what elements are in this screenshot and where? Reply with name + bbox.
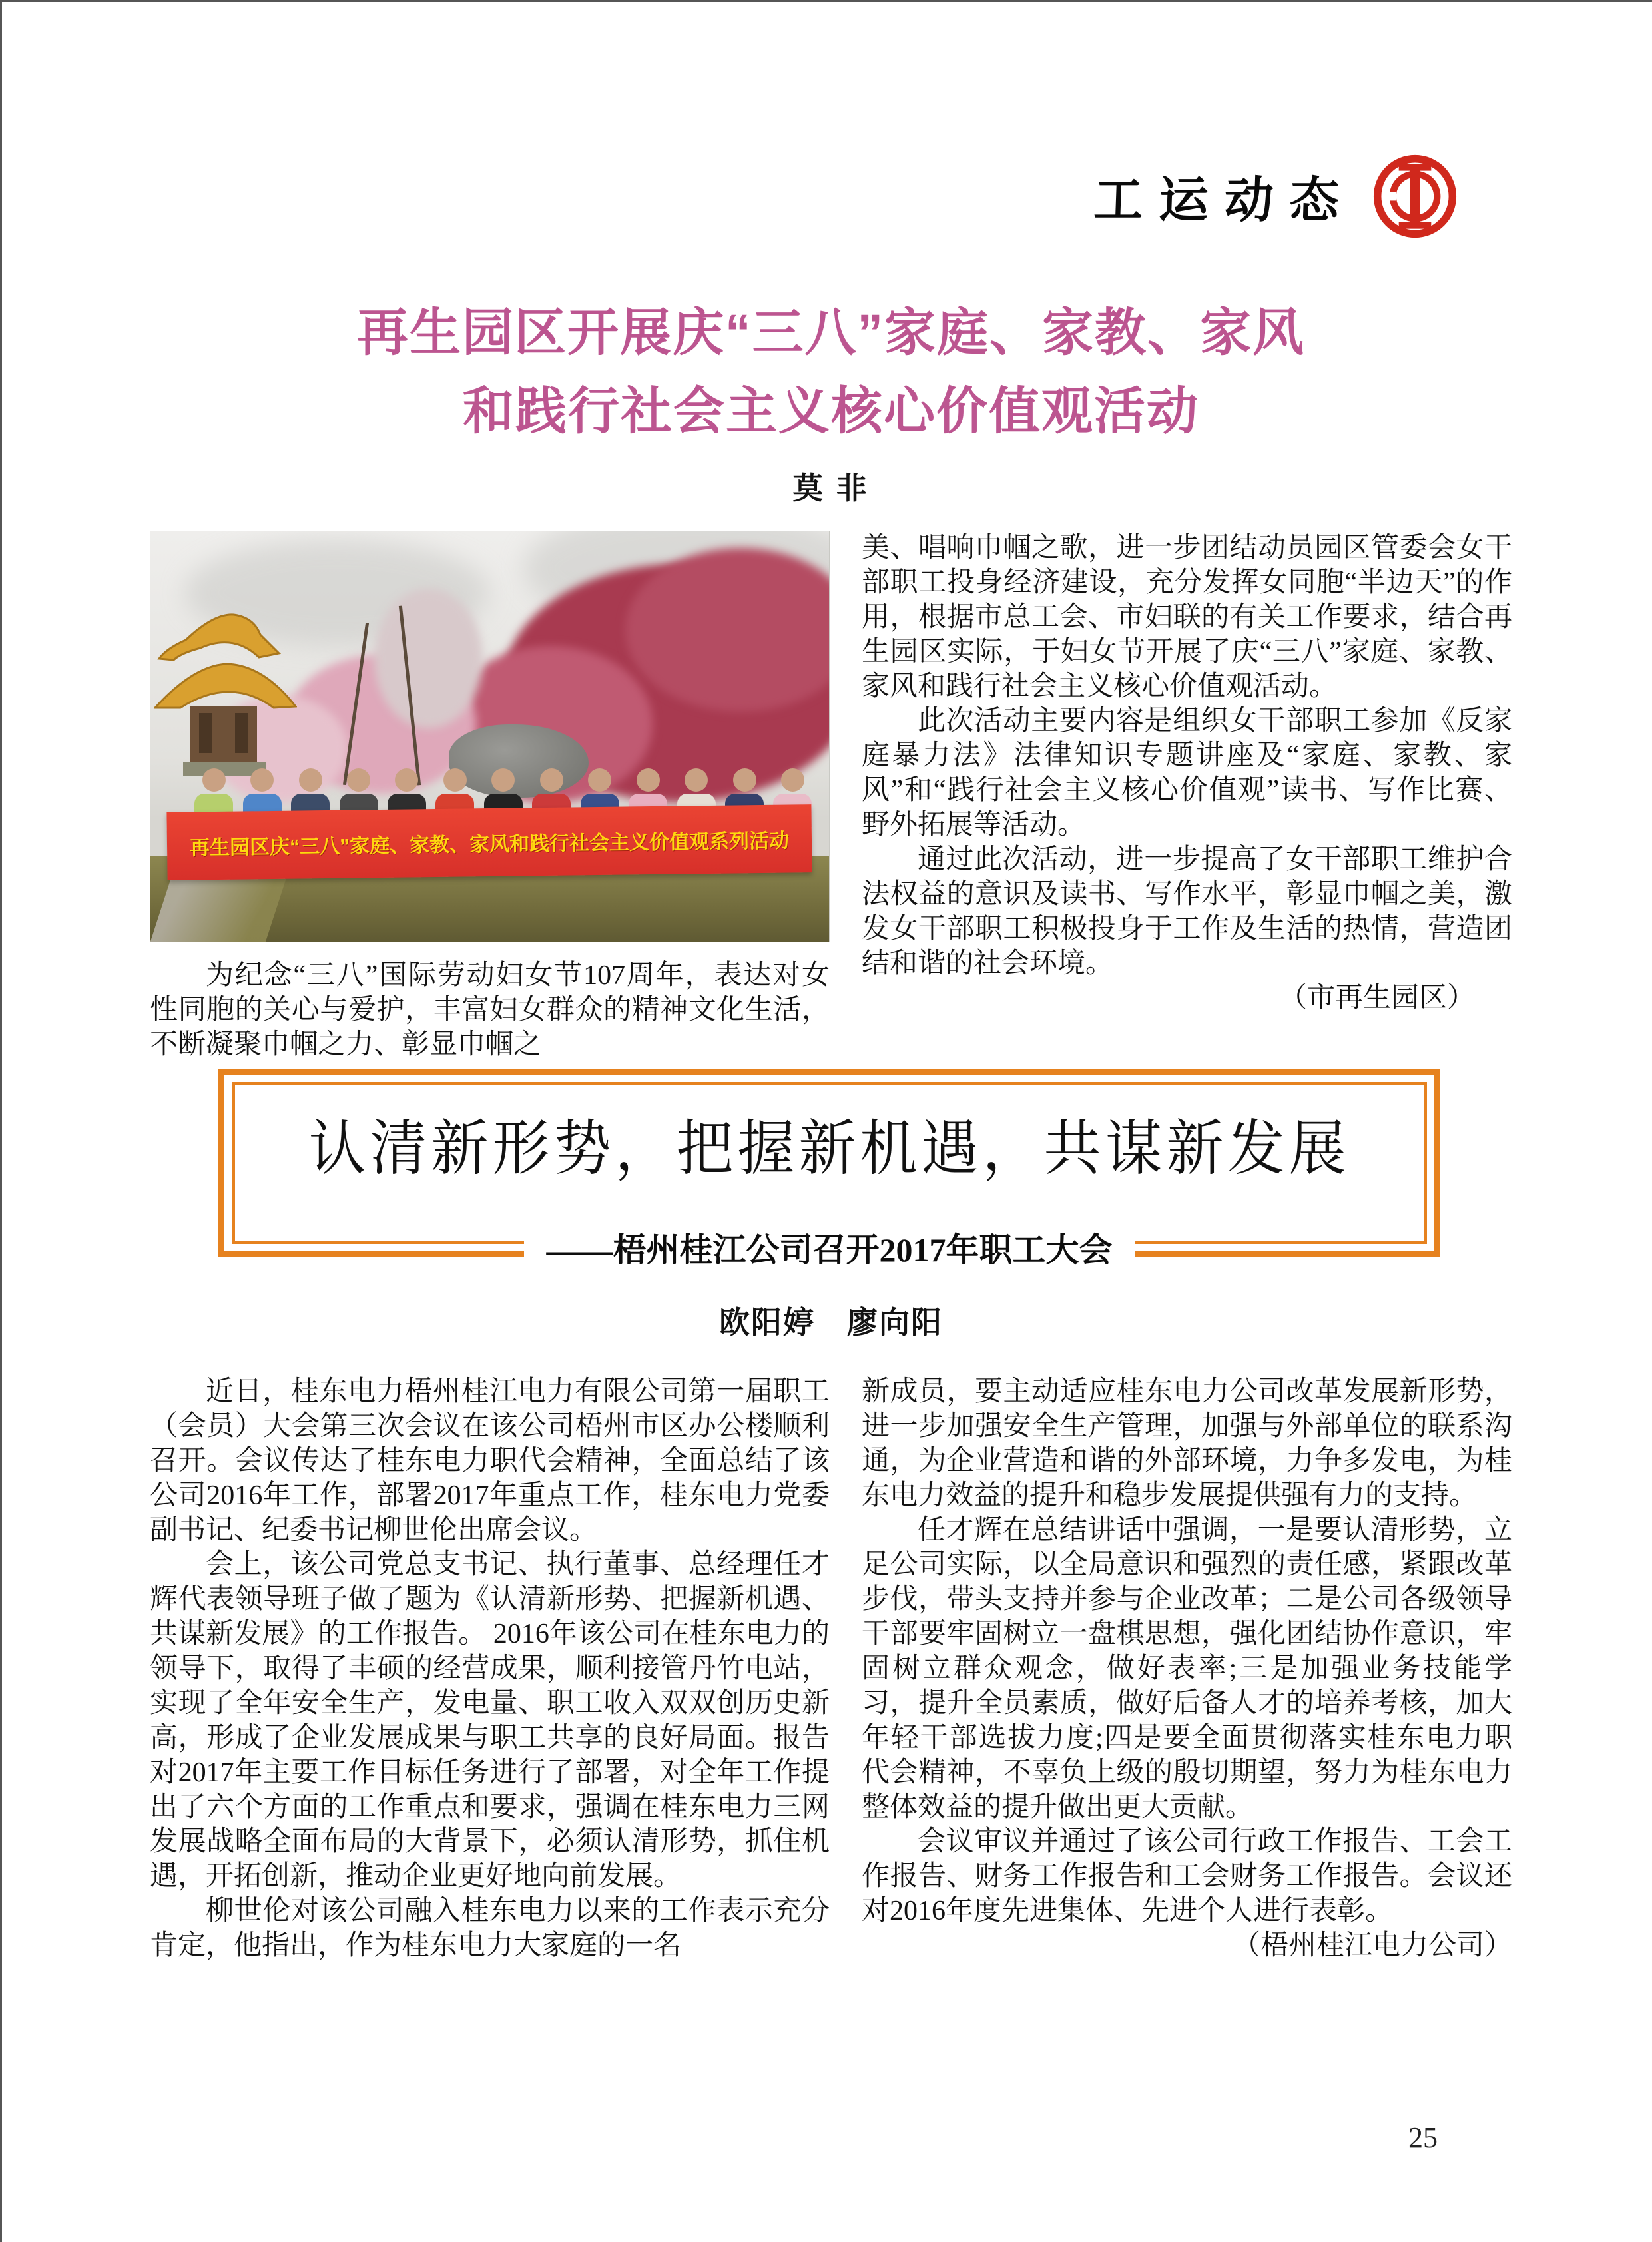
event-photo: [150, 531, 830, 942]
paragraph: [862, 1824, 1512, 1961]
article-1-title-line-1: 再生园区开展庆“三八”家庭、家教、家风: [357, 304, 1305, 362]
article-1-author: 莫 非: [792, 471, 870, 505]
article-2-left-column: [150, 1374, 830, 1963]
paragraph: 任才辉在总结讲话中强调，一是要认清形势，立足公司实际，以全局意识和强烈的责任感，紧跟改革步伐，带头支持并参与企业改革；二是公司各级领导干部要牢固树立一盘棋思想，强化团结协作意识，牢固树立群众观念，做好表率;三是加强业务技能学习，提升全员素质，做好后备人才的培养考核，加大年轻干部选拔力度;四是要全面贯彻落实桂东电力职代会精神，不辜负上级的殷切期望，努力为桂东电力整体效益的提升做出更大贡献。: [862, 1514, 1512, 1822]
article-1-title-line-2: 和践行社会主义核心价值观活动: [463, 383, 1199, 440]
paragraph: 近日，桂东电力梧州桂江电力有限公司第一届职工（会员）大会第三次会议在该公司梧州市区办公楼顺利召开。会议传达了桂东电力职代会精神，全面总结了该公司2016年工作，部署2017年重点工作，桂东电力党委副书记、纪委书记柳世伦出席会议。: [150, 1376, 830, 1545]
paragraph: 柳世伦对该公司融入桂东电力以来的工作表示充分肯定，他指出，作为桂东电力大家庭的一名: [150, 1895, 830, 1961]
banner-text: 再生园区庆“三八”家庭、家教、家风和践行社会主义价值观系列活动: [190, 830, 790, 860]
article-2-title-box-inner: [232, 1082, 1427, 1244]
article-2-title: 认清新形势，把握新机遇，共谋新发展: [308, 1115, 1350, 1183]
article-1: [150, 294, 1512, 1062]
paragraph: 会上，该公司党总支书记、执行董事、总经理任才辉代表领导班子做了题为《认清新形势、把握新机遇、共谋新发展》的工作报告。 2016年该公司在桂东电力的领导下，取得了丰硕的经营成果，顺利接管丹竹电站，实现了全年安全生产，发电量、职工收入双双创历史新高，形成了企业发展成果与职工共享的良好局面。报告对2017年主要工作目标任务进行了部署，对全年工作提出了六个方面的工作重点和要求，强调在桂东电力三网发展战略全面布局的大背景下，必须认清形势，抓住机遇，开拓创新，推动企业更好地向前发展。: [150, 1549, 830, 1892]
page-header: [1094, 154, 1458, 239]
paragraph: 美、唱响巾帼之歌，进一步团结动员园区管委会女干部职工投身经济建设，充分发挥女同胞“半边天”的作用，根据市总工会、市妇联的有关工作要求，结合再生园区实际，于妇女节开展了庆“三八”家庭、家教、家风和践行社会主义核心价值观活动。: [862, 533, 1512, 702]
paragraph: 通过此次活动，进一步提高了女干部职工维护合法权益的意识及读书、写作水平，彰显巾帼之美，激发女干部职工积极投身于工作及生活的热情，营造团结和谐的社会环境。: [862, 844, 1512, 979]
blossom-tree: [374, 589, 483, 728]
trade-union-logo-icon: [1372, 154, 1458, 239]
article-2-attribution: （梧州桂江电力公司）: [1232, 1930, 1512, 1961]
article-1-left-column: [150, 531, 830, 1062]
paragraph: 此次活动主要内容是组织女干部职工参加《反家庭暴力法》法律知识专题讲座及“家庭、家教、家风”和“践行社会主义核心价值观”读书、写作比赛、野外拓展等活动。: [862, 706, 1512, 840]
article-1-right-column: [862, 531, 1512, 1062]
article-1-left-text: 为纪念“三八”国际劳动妇女节107周年，表达对女性同胞的关心与爱护，丰富妇女群众的精神文化生活，不断凝聚巾帼之力、彰显巾帼之: [150, 960, 830, 1060]
article-2: [150, 1069, 1512, 1963]
page-number: 25: [1408, 2121, 1438, 2154]
red-banner: [167, 804, 812, 880]
article-2-title-box: [218, 1069, 1440, 1268]
article-2-authors: 欧阳婷 廖向阳: [719, 1305, 943, 1340]
article-2-subtitle: ——梧州桂江公司召开2017年职工大会: [524, 1229, 1135, 1271]
section-title: 工运动态: [1093, 174, 1356, 228]
paragraph-text: 会议审议并通过了该公司行政工作报告、工会工作报告、财务工作报告和工会财务工作报告。会议还对2016年度先进集体、先进个人进行表彰。: [862, 1826, 1512, 1926]
article-1-attribution: （市再生园区）: [1278, 983, 1475, 1013]
paragraph: 新成员，要主动适应桂东电力公司改革发展新形势，进一步加强安全生产管理，加强与外部单位的联系沟通，为企业营造和谐的外部环境，力争多发电，为桂东电力效益的提升和稳步发展提供强有力的支持。: [862, 1376, 1512, 1511]
article-2-right-column: [862, 1374, 1512, 1963]
